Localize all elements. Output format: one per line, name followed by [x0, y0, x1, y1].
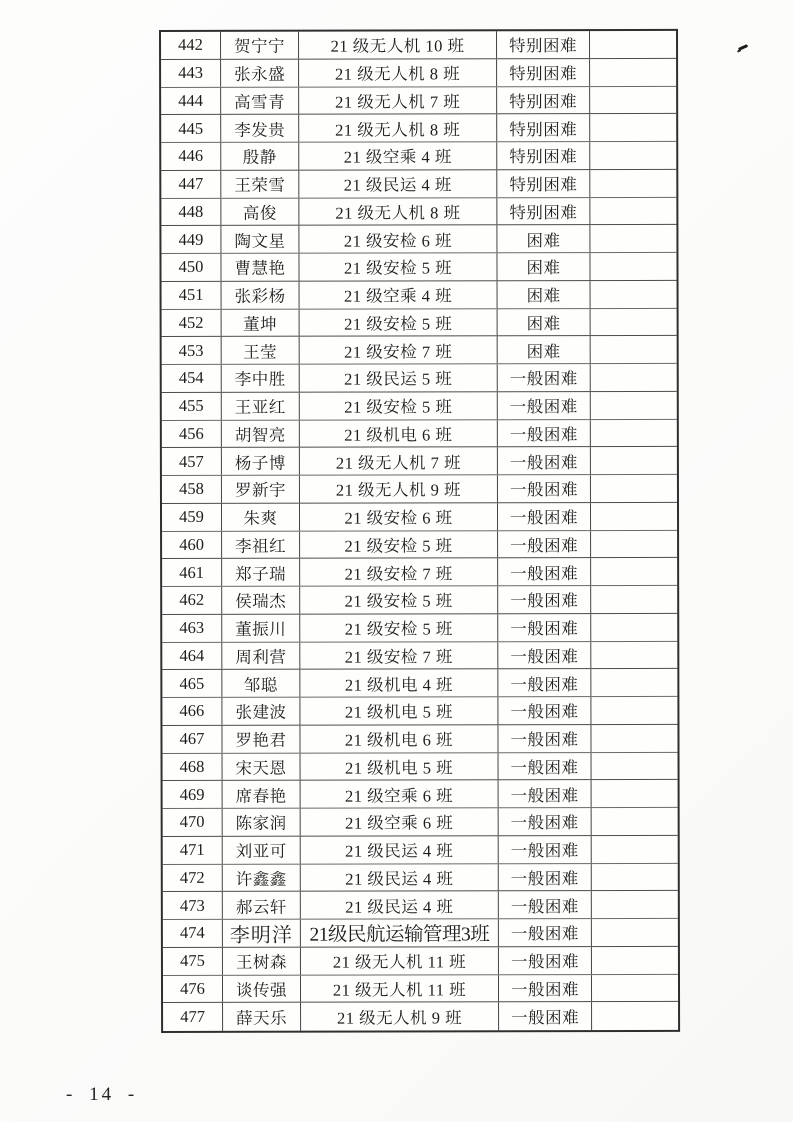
class-cell: 21 级机电 5 班	[300, 697, 498, 724]
table-row	[163, 863, 678, 892]
table-row	[162, 419, 677, 448]
stray-pen-mark	[738, 44, 748, 50]
empty-cell	[591, 447, 677, 474]
class-cell: 21 级机电 6 班	[300, 725, 498, 752]
row-number-cell: 445	[161, 115, 221, 142]
table-row	[161, 59, 676, 88]
class-cell: 21 级安检 6 班	[300, 503, 498, 530]
student-name-cell: 董振川	[222, 614, 300, 641]
student-name-cell: 席春艳	[223, 781, 301, 808]
class-cell: 21 级安检 5 班	[300, 614, 498, 641]
empty-cell	[591, 475, 677, 502]
row-number-cell: 471	[163, 837, 223, 864]
empty-cell	[590, 253, 676, 280]
table-row	[162, 669, 677, 698]
empty-cell	[592, 752, 678, 779]
table-row	[161, 31, 676, 60]
row-number-cell: 453	[162, 337, 222, 364]
difficulty-level-cell: 一般困难	[499, 780, 592, 807]
row-number-cell: 467	[162, 726, 222, 753]
table-row	[162, 725, 677, 754]
difficulty-level-cell: 一般困难	[498, 447, 591, 474]
row-number-cell: 461	[162, 559, 222, 586]
difficulty-level-cell: 一般困难	[498, 364, 591, 391]
empty-cell	[590, 59, 676, 86]
student-name-cell: 谈传强	[223, 975, 301, 1002]
student-name-cell: 杨子博	[222, 448, 300, 475]
table-row	[162, 503, 677, 532]
student-name-cell: 李祖红	[222, 531, 300, 558]
row-number-cell: 476	[163, 975, 223, 1002]
difficulty-level-cell: 一般困难	[498, 669, 591, 696]
difficulty-level-cell: 特别困难	[497, 114, 590, 141]
class-cell: 21 级空乘 4 班	[300, 281, 498, 308]
difficulty-level-cell: 困难	[497, 225, 590, 252]
student-name-cell: 宋天恩	[223, 753, 301, 780]
empty-cell	[591, 364, 677, 391]
empty-cell	[590, 86, 676, 113]
table-row	[162, 475, 677, 504]
student-name-cell: 周利营	[222, 642, 300, 669]
student-name-cell: 李发贵	[221, 115, 299, 142]
class-cell: 21 级民运 4 班	[301, 892, 499, 919]
row-number-cell: 465	[162, 670, 222, 697]
row-number-cell: 457	[162, 448, 222, 475]
student-name-cell: 罗艳君	[222, 725, 300, 752]
difficulty-level-cell: 一般困难	[498, 420, 591, 447]
table-row	[161, 142, 676, 171]
table-row	[162, 281, 677, 310]
row-number-cell: 454	[162, 365, 222, 392]
table-row	[161, 86, 676, 115]
difficulty-level-cell: 一般困难	[499, 753, 592, 780]
empty-cell	[590, 197, 676, 224]
class-cell: 21 级安检 7 班	[300, 337, 498, 364]
student-name-cell: 侯瑞杰	[222, 587, 300, 614]
class-cell: 21 级安检 5 班	[300, 392, 498, 419]
student-name-cell: 张永盛	[221, 59, 299, 86]
difficulty-level-cell: 一般困难	[498, 475, 591, 502]
student-name-cell: 罗新宇	[222, 476, 300, 503]
row-number-cell: 444	[161, 87, 221, 114]
student-name-cell: 薛天乐	[223, 1003, 301, 1031]
student-name-cell: 曹慧艳	[221, 254, 299, 281]
student-name-cell: 董坤	[222, 309, 300, 336]
class-cell: 21 级安检 5 班	[299, 253, 497, 280]
table-row	[162, 364, 677, 393]
class-cell: 21 级无人机 8 班	[299, 115, 497, 142]
student-name-cell: 张建波	[222, 698, 300, 725]
class-cell: 21 级无人机 11 班	[301, 947, 499, 974]
row-number-cell: 442	[161, 32, 221, 59]
difficulty-level-cell: 一般困难	[498, 614, 591, 641]
row-number-cell: 451	[162, 282, 222, 309]
row-number-cell: 450	[161, 254, 221, 281]
class-cell: 21 级无人机 7 班	[300, 448, 498, 475]
difficulty-level-cell: 一般困难	[498, 558, 591, 585]
difficulty-level-cell: 一般困难	[499, 1002, 592, 1030]
row-number-cell: 460	[162, 531, 222, 558]
class-cell: 21级民航运输管理3班	[301, 919, 499, 946]
class-cell: 21 级民运 4 班	[301, 864, 499, 891]
table-row	[163, 919, 678, 948]
empty-cell	[591, 558, 677, 585]
row-number-cell: 448	[161, 198, 221, 225]
empty-cell	[592, 947, 678, 974]
class-cell: 21 级民运 4 班	[299, 170, 497, 197]
empty-cell	[590, 225, 676, 252]
class-cell: 21 级无人机 8 班	[299, 59, 497, 86]
page-number: - 14 -	[66, 1084, 138, 1105]
empty-cell	[590, 114, 676, 141]
student-name-cell: 高俊	[221, 198, 299, 225]
student-name-cell: 李明洋	[223, 920, 301, 947]
class-cell: 21 级安检 6 班	[299, 226, 497, 253]
empty-cell	[590, 31, 676, 58]
row-number-cell: 447	[161, 171, 221, 198]
difficulty-level-cell: 一般困难	[498, 503, 591, 530]
table-row	[163, 808, 678, 837]
row-number-cell: 470	[163, 809, 223, 836]
class-cell: 21 级无人机 9 班	[301, 1003, 499, 1031]
table-row	[163, 947, 678, 976]
difficulty-level-cell: 一般困难	[499, 919, 592, 946]
difficulty-level-cell: 特别困难	[497, 142, 590, 169]
difficulty-level-cell: 困难	[498, 281, 591, 308]
row-number-cell: 458	[162, 476, 222, 503]
difficulty-level-cell: 一般困难	[498, 725, 591, 752]
empty-cell	[590, 142, 676, 169]
student-name-cell: 王亚红	[222, 392, 300, 419]
empty-cell	[592, 974, 678, 1001]
difficulty-level-cell: 一般困难	[499, 864, 592, 891]
difficulty-level-cell: 困难	[497, 253, 590, 280]
difficulty-level-cell: 一般困难	[498, 392, 591, 419]
student-name-cell: 张彩杨	[222, 281, 300, 308]
empty-cell	[591, 669, 677, 696]
class-cell: 21 级安检 7 班	[300, 642, 498, 669]
student-name-cell: 李中胜	[222, 365, 300, 392]
empty-cell	[592, 808, 678, 835]
class-cell: 21 级无人机 10 班	[299, 31, 497, 58]
student-name-cell: 王荣雪	[221, 170, 299, 197]
class-cell: 21 级安检 5 班	[300, 586, 498, 613]
table-row	[163, 1002, 678, 1031]
row-number-cell: 468	[163, 753, 223, 780]
table-row	[163, 836, 678, 865]
table-row	[163, 891, 678, 920]
empty-cell	[592, 863, 678, 890]
class-cell: 21 级无人机 11 班	[301, 975, 499, 1002]
table-row	[162, 447, 677, 476]
table-row	[161, 170, 676, 199]
empty-cell	[591, 697, 677, 724]
difficulty-level-cell: 特别困难	[497, 198, 590, 225]
student-aid-table	[159, 29, 680, 1033]
student-name-cell: 陈家润	[223, 809, 301, 836]
row-number-cell: 463	[162, 615, 222, 642]
class-cell: 21 级空乘 6 班	[301, 808, 499, 835]
difficulty-level-cell: 一般困难	[498, 531, 591, 558]
class-cell: 21 级机电 5 班	[301, 753, 499, 780]
class-cell: 21 级民运 5 班	[300, 364, 498, 391]
difficulty-level-cell: 特别困难	[497, 59, 590, 86]
student-name-cell: 朱爽	[222, 503, 300, 530]
table-row	[162, 558, 677, 587]
difficulty-level-cell: 一般困难	[499, 891, 592, 918]
student-name-cell: 王莹	[222, 337, 300, 364]
class-cell: 21 级安检 5 班	[300, 531, 498, 558]
empty-cell	[591, 503, 677, 530]
empty-cell	[591, 614, 677, 641]
empty-cell	[590, 170, 676, 197]
empty-cell	[591, 336, 677, 363]
class-cell: 21 级机电 4 班	[300, 670, 498, 697]
row-number-cell: 477	[163, 1003, 223, 1031]
difficulty-level-cell: 一般困难	[498, 697, 591, 724]
difficulty-level-cell: 一般困难	[499, 975, 592, 1002]
difficulty-level-cell: 特别困难	[497, 31, 590, 58]
student-name-cell: 胡智亮	[222, 420, 300, 447]
class-cell: 21 级无人机 7 班	[299, 87, 497, 114]
empty-cell	[592, 919, 678, 946]
student-name-cell: 邹聪	[222, 670, 300, 697]
table-row	[162, 586, 677, 615]
table-row	[162, 641, 677, 670]
difficulty-level-cell: 一般困难	[499, 808, 592, 835]
table-row	[162, 392, 677, 421]
difficulty-level-cell: 一般困难	[498, 586, 591, 613]
class-cell: 21 级无人机 8 班	[299, 198, 497, 225]
row-number-cell: 443	[161, 60, 221, 87]
empty-cell	[591, 586, 677, 613]
table-row	[161, 253, 676, 282]
class-cell: 21 级无人机 9 班	[300, 475, 498, 502]
empty-cell	[592, 780, 678, 807]
empty-cell	[591, 641, 677, 668]
student-name-cell: 高雪青	[221, 87, 299, 114]
row-number-cell: 459	[162, 504, 222, 531]
table-row	[163, 752, 678, 781]
table-row	[162, 614, 677, 643]
student-name-cell: 贺宁宁	[221, 32, 299, 59]
class-cell: 21 级民运 4 班	[301, 836, 499, 863]
table-row	[161, 114, 676, 143]
empty-cell	[591, 392, 677, 419]
class-cell: 21 级空乘 6 班	[301, 781, 499, 808]
empty-cell	[592, 891, 678, 918]
student-name-cell: 郑子瑞	[222, 559, 300, 586]
row-number-cell: 456	[162, 420, 222, 447]
empty-cell	[592, 1002, 678, 1030]
difficulty-level-cell: 困难	[498, 309, 591, 336]
student-name-cell: 许鑫鑫	[223, 864, 301, 891]
row-number-cell: 455	[162, 393, 222, 420]
difficulty-level-cell: 一般困难	[499, 836, 592, 863]
difficulty-level-cell: 一般困难	[498, 642, 591, 669]
student-name-cell: 殷静	[221, 143, 299, 170]
student-name-cell: 郝云轩	[223, 892, 301, 919]
empty-cell	[591, 419, 677, 446]
row-number-cell: 472	[163, 864, 223, 891]
row-number-cell: 462	[162, 587, 222, 614]
row-number-cell: 449	[161, 226, 221, 253]
difficulty-level-cell: 一般困难	[499, 947, 592, 974]
difficulty-level-cell: 困难	[498, 336, 591, 363]
row-number-cell: 452	[162, 309, 222, 336]
empty-cell	[591, 530, 677, 557]
row-number-cell: 475	[163, 948, 223, 975]
table-row	[163, 974, 678, 1003]
student-name-cell: 陶文星	[221, 226, 299, 253]
table-row	[162, 336, 677, 365]
student-name-cell: 王树森	[223, 947, 301, 974]
empty-cell	[591, 281, 677, 308]
difficulty-level-cell: 特别困难	[497, 87, 590, 114]
row-number-cell: 446	[161, 143, 221, 170]
table-row	[163, 780, 678, 809]
class-cell: 21 级机电 6 班	[300, 420, 498, 447]
table-row	[162, 530, 677, 559]
class-cell: 21 级空乘 4 班	[299, 142, 497, 169]
empty-cell	[592, 836, 678, 863]
empty-cell	[591, 725, 677, 752]
row-number-cell: 474	[163, 920, 223, 947]
class-cell: 21 级安检 7 班	[300, 559, 498, 586]
table-row	[162, 697, 677, 726]
row-number-cell: 469	[163, 781, 223, 808]
table-row	[161, 197, 676, 226]
table-row	[161, 225, 676, 254]
difficulty-level-cell: 特别困难	[497, 170, 590, 197]
row-number-cell: 464	[162, 642, 222, 669]
empty-cell	[591, 308, 677, 335]
class-cell: 21 级安检 5 班	[300, 309, 498, 336]
table-row	[162, 308, 677, 337]
student-name-cell: 刘亚可	[223, 836, 301, 863]
row-number-cell: 466	[162, 698, 222, 725]
row-number-cell: 473	[163, 892, 223, 919]
